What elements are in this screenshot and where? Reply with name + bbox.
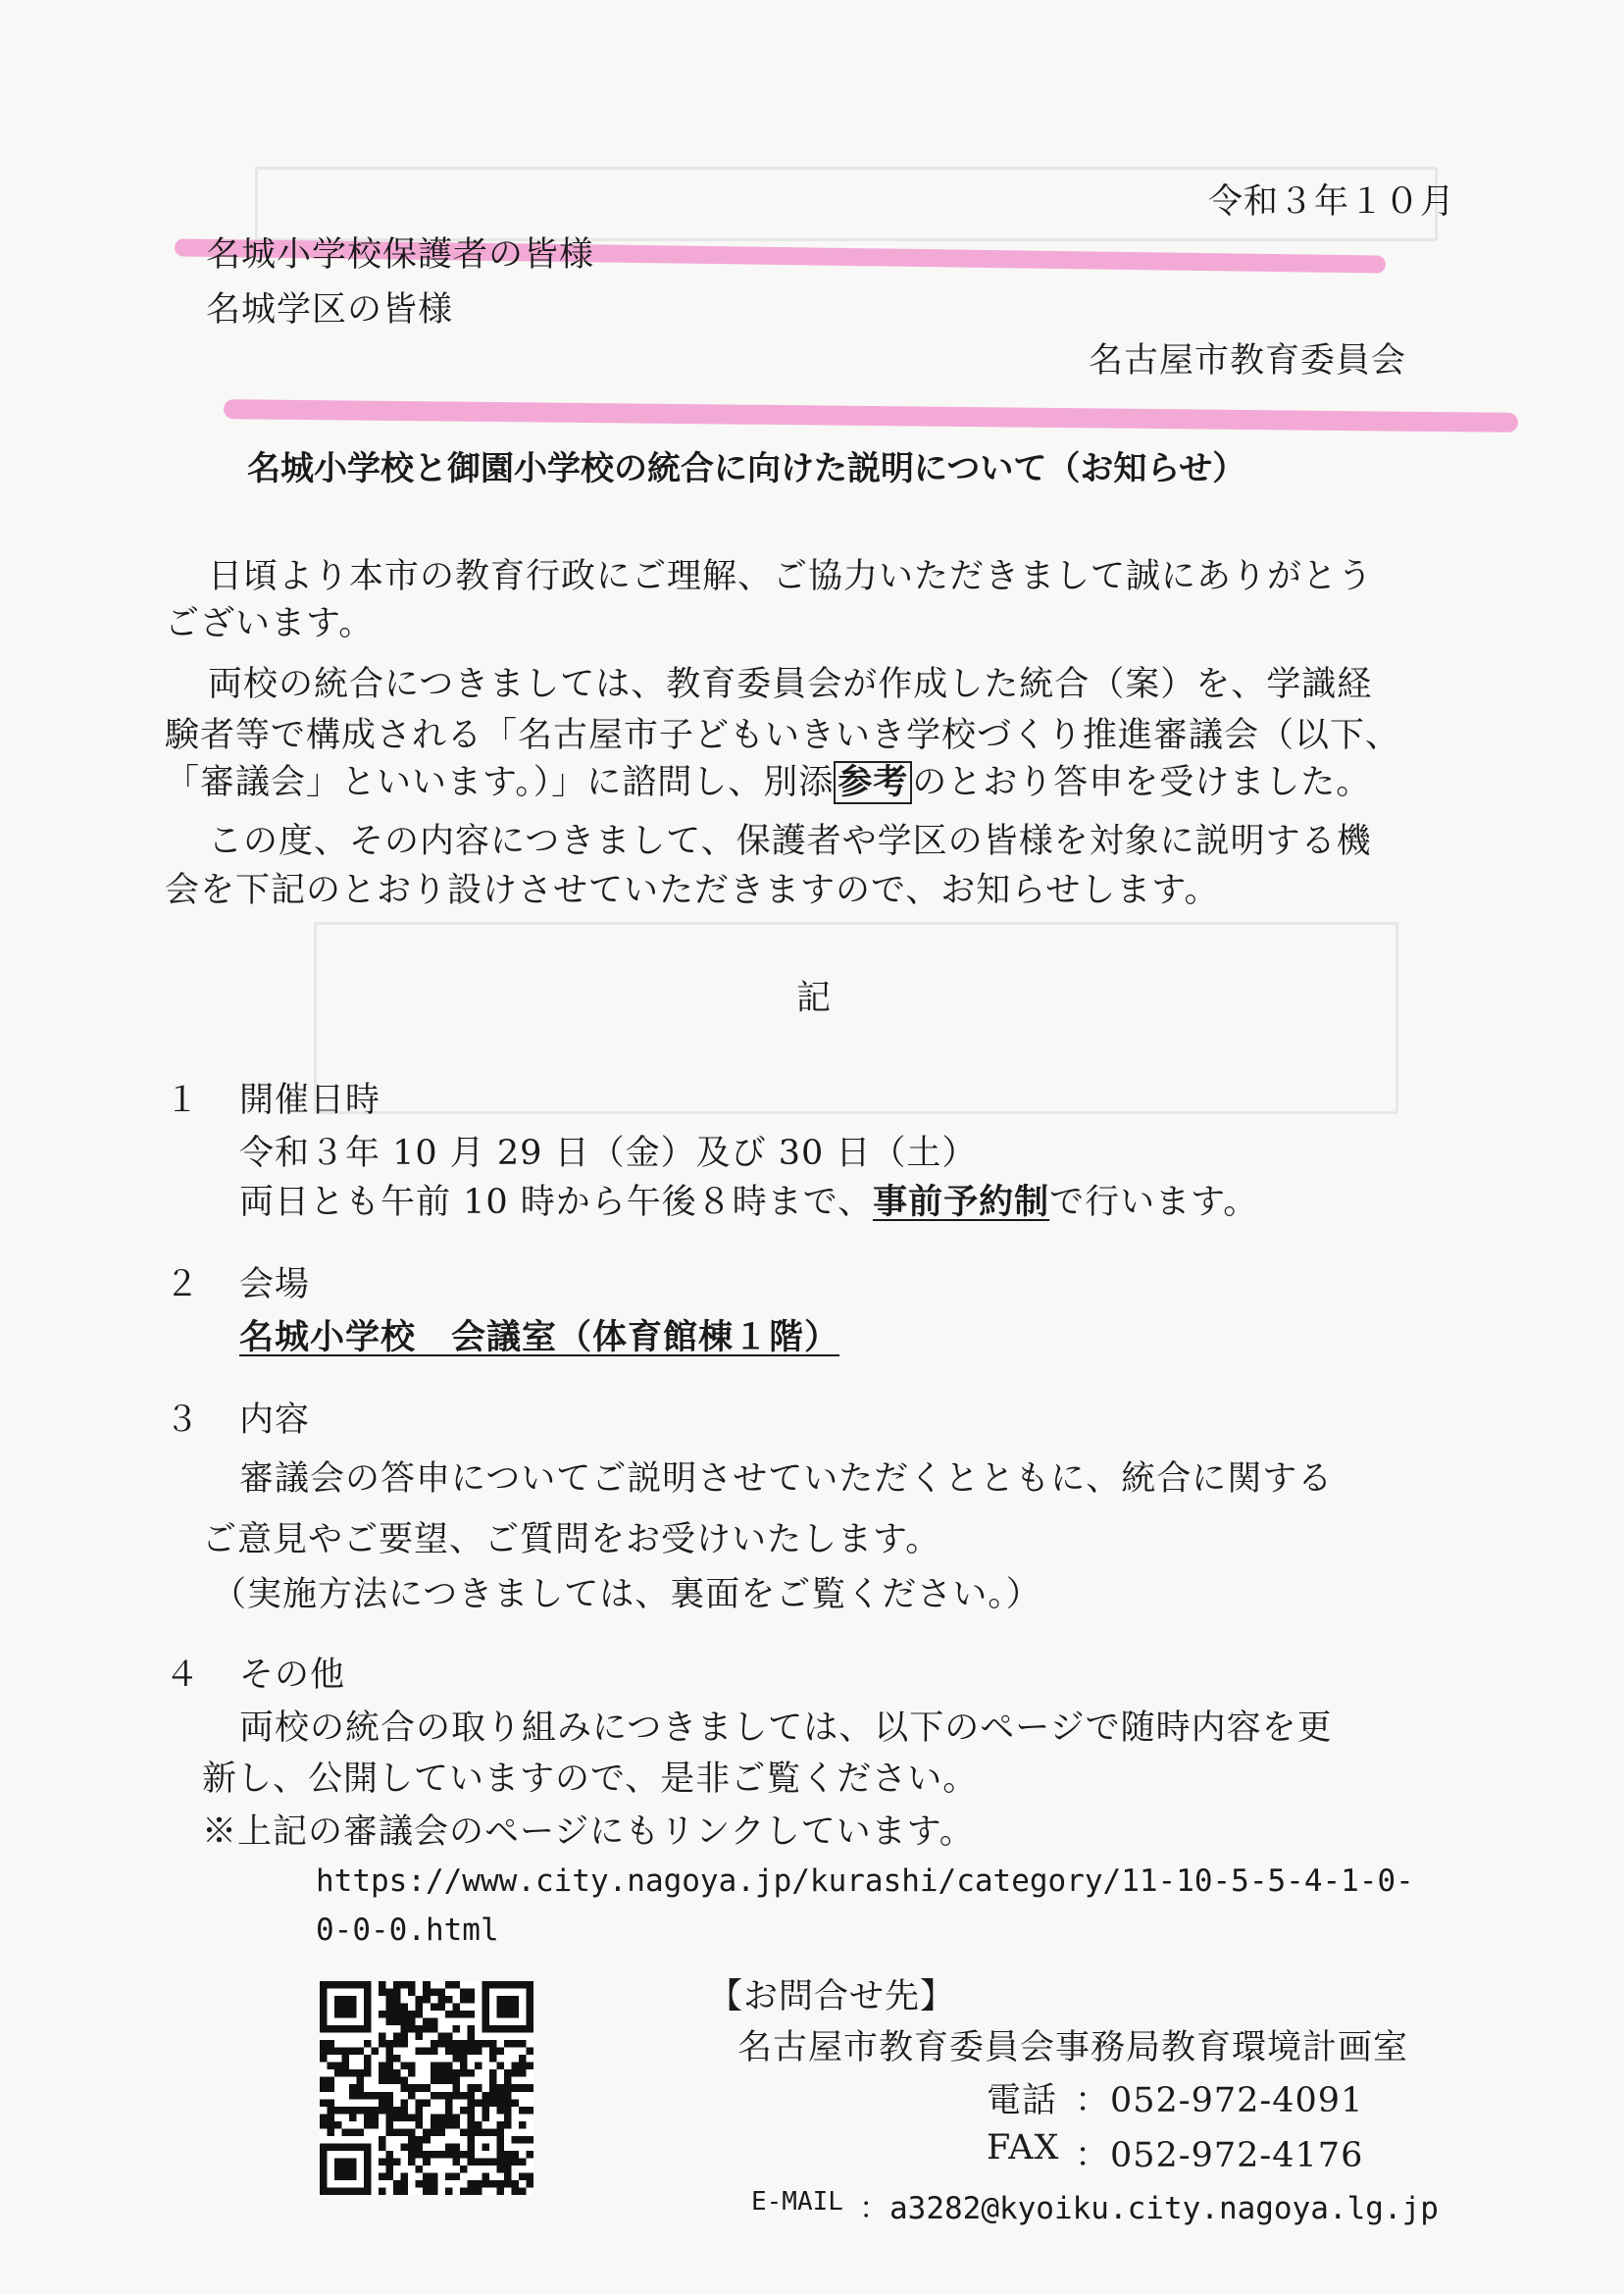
contact-email: ：a3282@kyoiku.city.nagoya.lg.jp bbox=[859, 2191, 1439, 2226]
body-p2-line1: 両校の統合につきましては、教育委員会が作成した統合（案）を、学識経 bbox=[208, 665, 1373, 704]
section-3-number: ３ bbox=[165, 1401, 201, 1440]
section-3-heading: 内容 bbox=[239, 1401, 311, 1440]
info-url-line2[interactable]: 0-0-0.html bbox=[316, 1912, 499, 1948]
section-4-line1: 両校の統合の取り組みにつきましては、以下のページで随時内容を更 bbox=[239, 1708, 1333, 1748]
issuer: 名古屋市教育委員会 bbox=[1089, 341, 1407, 381]
section-2-number: ２ bbox=[165, 1265, 201, 1304]
section-1-time bbox=[239, 1175, 1258, 1224]
section-3-line1: 審議会の答申についてご説明させていただくとともに、統合に関する bbox=[239, 1459, 1334, 1499]
document-title: 名城小学校と御園小学校の統合に向けた説明について（お知らせ） bbox=[247, 449, 1246, 488]
bleed-through-decoration-box bbox=[314, 922, 1398, 1114]
body-p1-line1: 日頃より本市の教育行政にご理解、ご協力いただきまして誠にありがとう bbox=[208, 557, 1374, 596]
qr-code[interactable] bbox=[320, 1981, 533, 2195]
qr-code-pattern bbox=[320, 1981, 533, 2195]
recipient-district: 名城学区の皆様 bbox=[206, 290, 454, 330]
ki-heading: 記 bbox=[796, 979, 833, 1018]
body-p3-line1: この度、その内容につきまして、保護者や学区の皆様を対象に説明する機 bbox=[208, 822, 1372, 861]
info-url-line1[interactable]: https://www.city.nagoya.jp/kurashi/category/11-10-5-5-4-1-0- bbox=[316, 1863, 1414, 1899]
contact-office: 名古屋市教育委員会事務局教育環境計画室 bbox=[737, 2028, 1409, 2067]
issue-date: 令和３年１０月 bbox=[1208, 182, 1456, 222]
recipient-parents: 名城小学校保護者の皆様 bbox=[206, 235, 595, 275]
contact-fax: ：052-972-4176 bbox=[1075, 2136, 1364, 2175]
body-p2-line3 bbox=[165, 755, 1371, 804]
contact-tel: ：052-972-4091 bbox=[1075, 2081, 1364, 2120]
contact-email-label: E-MAIL bbox=[751, 2187, 843, 2217]
section-3-line2: ご意見やご要望、ご質問をお受けいたします。 bbox=[202, 1520, 941, 1559]
body-p2-line2: 験者等で構成される「名古屋市子どもいきいき学校づくり推進審議会（以下、 bbox=[165, 716, 1401, 755]
body-p1-line2: ございます。 bbox=[165, 604, 375, 643]
contact-fax-label: FAX bbox=[987, 2128, 1060, 2167]
section-4-heading: その他 bbox=[239, 1656, 346, 1695]
section-1-time-a: 両日とも午前 10 時から午後８時まで、 bbox=[239, 1183, 874, 1222]
contact-tel-label: 電話 bbox=[987, 2081, 1058, 2120]
section-4-number: ４ bbox=[165, 1656, 201, 1695]
section-4-line2: 新し、公開していますので、是非ご覧ください。 bbox=[202, 1759, 979, 1799]
venue: 名城小学校 会議室（体育館棟１階） bbox=[239, 1318, 840, 1357]
reference-box: 参考 bbox=[834, 761, 912, 804]
contact-heading: 【お問合せ先】 bbox=[708, 1977, 956, 2016]
section-4-line3: ※上記の審議会のページにもリンクしています。 bbox=[202, 1812, 975, 1852]
section-1-time-b: で行います。 bbox=[1049, 1183, 1259, 1222]
section-1-number: １ bbox=[165, 1081, 201, 1120]
body-p2-line3-a: 「審議会」といいます。）」に諮問し、別添 bbox=[165, 763, 835, 802]
body-p2-line3-b: のとおり答申を受けました。 bbox=[912, 763, 1372, 802]
section-3-line3: （実施方法につきましては、裏面をご覧ください。） bbox=[212, 1575, 1041, 1614]
reservation-required: 事前予約制 bbox=[873, 1183, 1050, 1222]
section-1-heading: 開催日時 bbox=[239, 1081, 381, 1120]
body-p3-line2: 会を下記のとおり設けさせていただきますので、お知らせします。 bbox=[165, 871, 1220, 910]
section-1-date: 令和３年 10 月 29 日（金）及び 30 日（土） bbox=[239, 1134, 978, 1173]
section-2-heading: 会場 bbox=[239, 1265, 311, 1304]
